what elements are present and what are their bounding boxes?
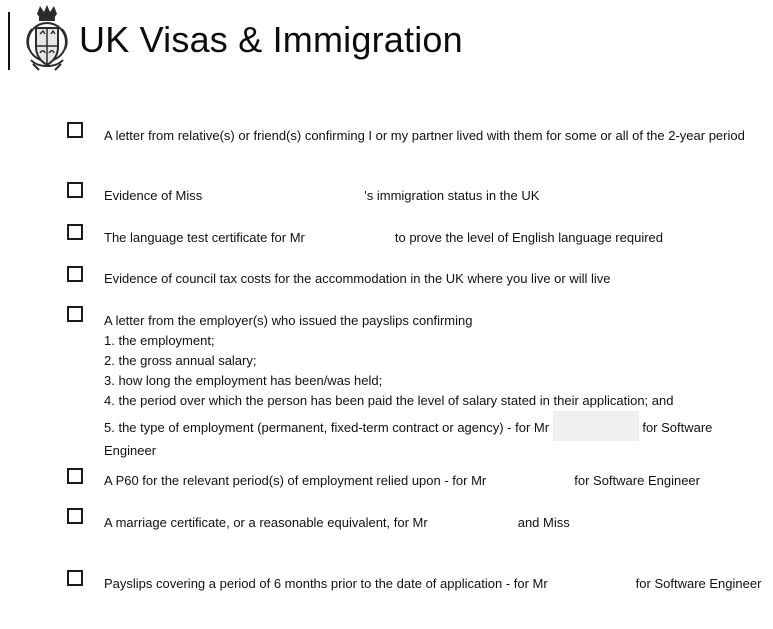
- item-text: [104, 311, 764, 461]
- item-text-before: A P60 for the relevant period(s) of employment relied upon - for Mr: [104, 473, 487, 488]
- item-text-before: A marriage certificate, or a reasonable equivalent, for Mr: [104, 515, 428, 530]
- item-point: 4. the period over which the person has been paid the level of salary stated in their application; and: [104, 393, 674, 408]
- item-text-before: Payslips covering a period of 6 months prior to the date of application - for Mr: [104, 576, 548, 591]
- checkbox[interactable]: [67, 468, 83, 484]
- item-text: [104, 228, 764, 248]
- item-point: 3. how long the employment has been/was held;: [104, 373, 383, 388]
- item-text-after: and Miss: [517, 515, 570, 530]
- checkbox[interactable]: [67, 266, 83, 282]
- redacted-name: [553, 411, 639, 441]
- item-text: Evidence of council tax costs for the accommodation in the UK where you live or will live: [104, 271, 611, 286]
- item-text: [104, 186, 764, 206]
- item-text-after: 's immigration status in the UK: [364, 188, 540, 203]
- item-intro: A letter from the employer(s) who issued the payslips confirming: [104, 313, 473, 328]
- item-point: 1. the employment;: [104, 333, 215, 348]
- checkbox[interactable]: [67, 122, 83, 138]
- checkbox[interactable]: [67, 508, 83, 524]
- item-text: A letter from relative(s) or friend(s) confirming I or my partner lived with them for some or all of the 2-year period: [104, 128, 745, 143]
- item-text: [104, 471, 764, 491]
- item-text-after: for Software Engineer: [574, 473, 700, 488]
- checkbox[interactable]: [67, 224, 83, 240]
- checkbox[interactable]: [67, 182, 83, 198]
- item-text-after: for Software Engineer: [635, 576, 762, 591]
- item-point: for Software Engineer: [104, 420, 713, 458]
- item-text: [104, 574, 764, 594]
- item-text: [104, 513, 764, 533]
- item-point: 5. the type of employment (permanent, fixed-term contract or agency) - for Mr: [104, 420, 550, 435]
- item-text-after: to prove the level of English language required: [394, 230, 663, 245]
- item-point: 2. the gross annual salary;: [104, 353, 257, 368]
- brand-title: UK Visas & Immigration: [79, 19, 463, 60]
- checkbox[interactable]: [67, 306, 83, 322]
- item-text-before: Evidence of Miss: [104, 188, 203, 203]
- checkbox[interactable]: [67, 570, 83, 586]
- item-text-before: The language test certificate for Mr: [104, 230, 305, 245]
